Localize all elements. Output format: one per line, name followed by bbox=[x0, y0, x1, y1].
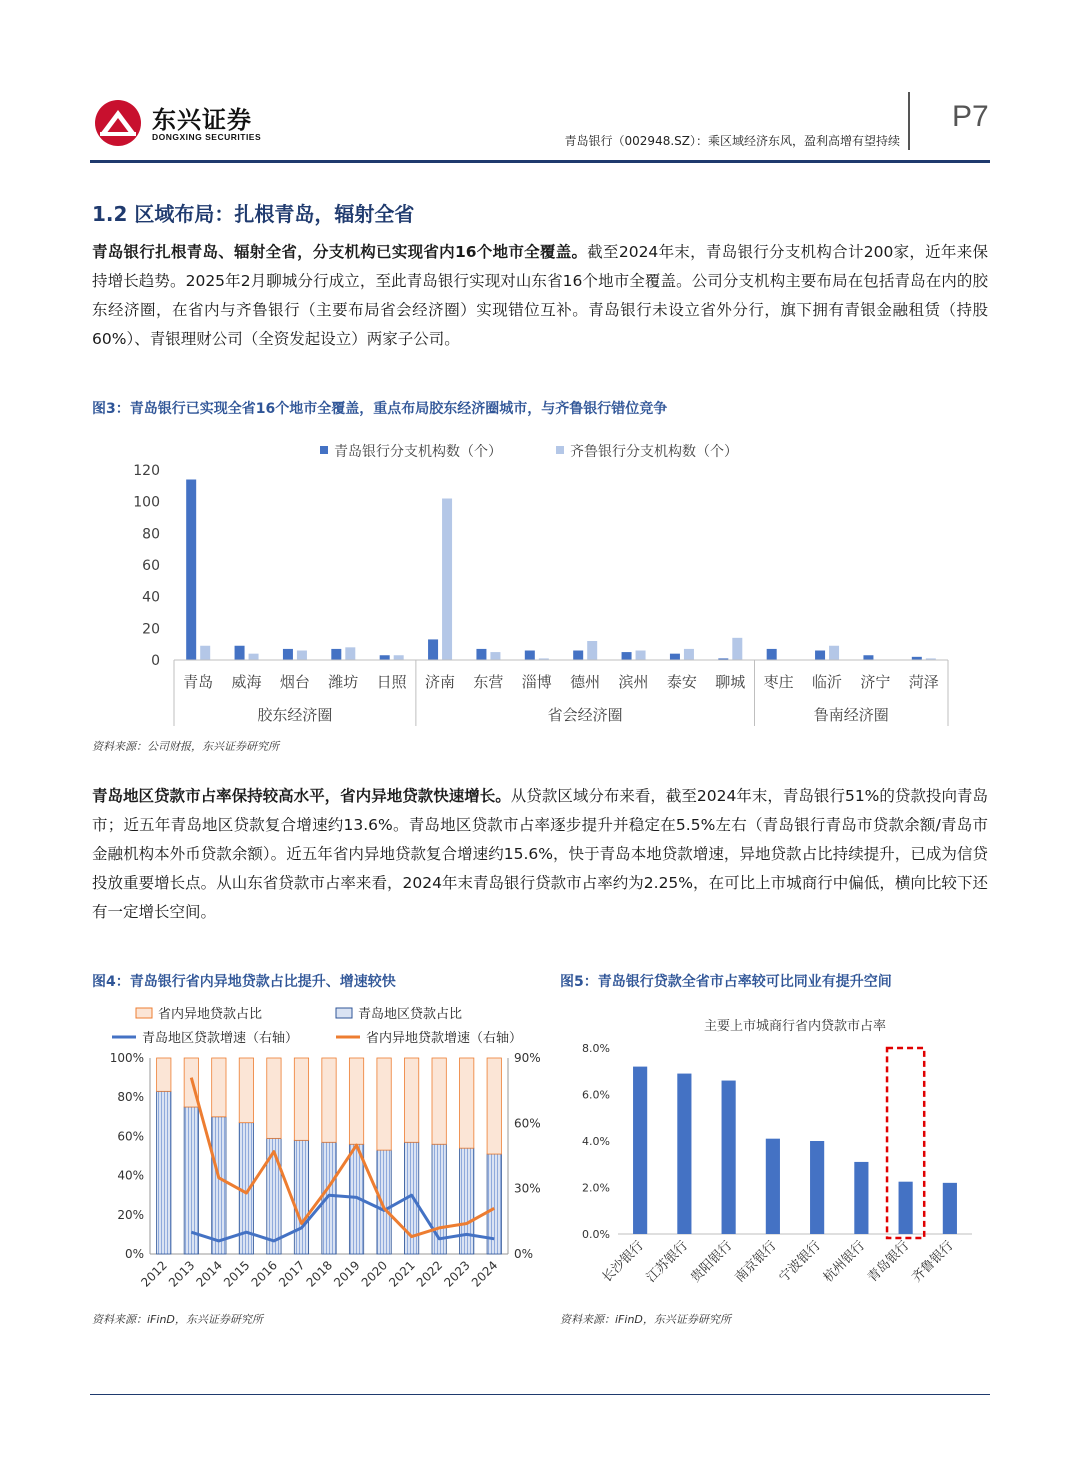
bar-other-share bbox=[322, 1058, 336, 1142]
figure-5-source: 资料来源：iFinD，东兴证券研究所 bbox=[560, 1313, 731, 1326]
bar-other-share bbox=[377, 1058, 391, 1150]
bar-qingdao bbox=[573, 651, 583, 661]
bar-qilu bbox=[684, 649, 694, 660]
legend-label: 青岛地区贷款增速（右轴） bbox=[142, 1031, 299, 1046]
figure-5-title: 图5：青岛银行贷款全省市占率较可比同业有提升空间 bbox=[560, 974, 892, 990]
legend-label: 齐鲁银行分支机构数（个） bbox=[570, 444, 738, 460]
bar-qingdao bbox=[525, 651, 535, 661]
x-tick-label: 滨州 bbox=[618, 673, 649, 691]
y-tick-label-left: 0% bbox=[124, 1247, 144, 1261]
bar-other-share bbox=[239, 1058, 253, 1123]
y-tick-label: 8.0% bbox=[582, 1042, 610, 1055]
bar-market-share bbox=[943, 1183, 957, 1234]
bar-qingdao bbox=[622, 652, 632, 660]
paragraph-body: 截至2024年末，青岛银行分支机构合计200家，近年来保持增长趋势。2025年2月聊城分行成立，至此青岛银行实现对山东省16个地市全覆盖。公司分支机构主要布局在包括青岛在内的胶东经济圈，在省内与齐鲁银行（主要布局省会经济圈）实现错位互补。青岛银行未设立省外分行，旗下拥有青银金融租赁（持股60%）、青银理财公司（全资发起设立）两家子公司。 bbox=[92, 243, 988, 348]
bar-qilu bbox=[442, 499, 452, 661]
x-tick-label: 2013 bbox=[165, 1258, 198, 1290]
x-tick-label: 宁波银行 bbox=[776, 1238, 824, 1286]
paragraph-loan-share bbox=[92, 782, 988, 927]
paragraph-lead: 青岛银行扎根青岛、辐射全省，分支机构已实现省内16个地市全覆盖。 bbox=[92, 243, 588, 261]
y-tick-label-right: 0% bbox=[514, 1247, 534, 1261]
figure-3-source: 资料来源：公司财报，东兴证券研究所 bbox=[92, 740, 279, 753]
x-tick-label: 2021 bbox=[386, 1258, 418, 1290]
bar-market-share bbox=[766, 1139, 780, 1234]
figure-5-svg bbox=[560, 1006, 990, 1306]
y-tick-label-left: 40% bbox=[117, 1168, 144, 1183]
x-tick-label: 日照 bbox=[376, 673, 407, 691]
legend-swatch bbox=[336, 1008, 352, 1018]
bar-qingdao bbox=[428, 639, 438, 660]
bar-qilu bbox=[636, 651, 646, 661]
bar-other-share bbox=[432, 1058, 446, 1144]
bar-qingdao-share bbox=[184, 1107, 198, 1254]
x-tick-label: 烟台 bbox=[279, 673, 310, 691]
y-tick-label-right: 30% bbox=[514, 1181, 541, 1196]
bar-market-share bbox=[633, 1067, 647, 1234]
y-tick-label-right: 60% bbox=[514, 1116, 541, 1131]
x-tick-label: 2014 bbox=[193, 1258, 225, 1290]
x-tick-label: 齐鲁银行 bbox=[909, 1238, 957, 1286]
bar-market-share bbox=[677, 1074, 691, 1234]
y-tick-label: 0.0% bbox=[582, 1228, 610, 1241]
chart-title: 主要上市城商行省内贷款市占率 bbox=[703, 1019, 887, 1034]
y-tick-label-left: 80% bbox=[117, 1090, 144, 1105]
bar-other-share bbox=[460, 1058, 474, 1148]
bar-qilu bbox=[200, 646, 210, 660]
bar-market-share bbox=[722, 1081, 736, 1234]
bar-qingdao-share bbox=[460, 1148, 474, 1254]
y-tick-label: 20 bbox=[142, 621, 160, 638]
bar-market-share bbox=[899, 1182, 913, 1234]
document-title: 青岛银行（002948.SZ）：乘区域经济东风，盈利高增有望持续 bbox=[564, 134, 900, 148]
bar-other-share bbox=[349, 1058, 363, 1144]
legend-label: 青岛地区贷款占比 bbox=[358, 1007, 463, 1022]
x-tick-label: 泰安 bbox=[666, 673, 697, 691]
y-tick-label-left: 100% bbox=[109, 1051, 144, 1065]
x-tick-label: 德州 bbox=[570, 673, 601, 691]
page-number: P7 bbox=[952, 100, 989, 133]
x-tick-label: 2022 bbox=[413, 1258, 446, 1290]
figure-4-title: 图4：青岛银行省内异地贷款占比提升、增速较快 bbox=[92, 974, 396, 990]
x-tick-label: 2024 bbox=[468, 1258, 501, 1290]
bar-qingdao bbox=[380, 655, 390, 660]
company-logo bbox=[92, 98, 272, 148]
bar-other-share bbox=[157, 1058, 171, 1091]
y-tick-label: 40 bbox=[142, 589, 160, 606]
y-tick-label-left: 60% bbox=[117, 1129, 144, 1144]
bar-qilu bbox=[732, 638, 742, 660]
bar-market-share bbox=[854, 1162, 868, 1234]
legend-swatch bbox=[136, 1008, 152, 1018]
bar-qingdao-share bbox=[157, 1091, 171, 1254]
y-tick-label: 6.0% bbox=[582, 1088, 610, 1102]
figure-4-svg bbox=[92, 996, 562, 1306]
bar-qingdao-share bbox=[377, 1150, 391, 1254]
figure-5-chart bbox=[560, 1006, 990, 1306]
legend-label: 省内异地贷款占比 bbox=[158, 1007, 263, 1022]
bar-qingdao-share bbox=[322, 1142, 336, 1254]
bar-qingdao bbox=[235, 646, 245, 660]
x-tick-label: 济南 bbox=[425, 673, 456, 691]
x-tick-label: 江苏银行 bbox=[643, 1238, 692, 1286]
y-tick-label: 100 bbox=[133, 494, 160, 511]
x-tick-label: 聊城 bbox=[715, 673, 746, 691]
y-tick-label-right: 90% bbox=[514, 1051, 541, 1065]
header-rule bbox=[90, 160, 990, 163]
x-tick-label: 2015 bbox=[221, 1258, 253, 1290]
group-label: 胶东经济圈 bbox=[257, 706, 333, 724]
x-tick-label: 青岛 bbox=[183, 673, 214, 691]
y-tick-label: 80 bbox=[142, 526, 160, 543]
x-tick-label: 2012 bbox=[138, 1258, 170, 1290]
x-tick-label: 2016 bbox=[248, 1258, 281, 1290]
x-tick-label: 杭州银行 bbox=[820, 1238, 869, 1286]
bar-qilu bbox=[587, 641, 597, 660]
figure-3-chart bbox=[92, 432, 988, 728]
x-tick-label: 2017 bbox=[276, 1258, 308, 1290]
legend-label: 青岛银行分支机构数（个） bbox=[334, 444, 502, 460]
x-tick-label: 2019 bbox=[331, 1258, 363, 1290]
x-tick-label: 贵阳银行 bbox=[688, 1238, 736, 1286]
paragraph-body: 从贷款区域分布来看，截至2024年末，青岛银行51%的贷款投向青岛市；近五年青岛地区贷款复合增速约13.6%。青岛地区贷款市占率逐步提升并稳定在5.5%左右（青岛银行青岛市贷款余额/青岛市金融机构本外币贷款余额）。近五年省内异地贷款复合增速约15.6%，快于青岛本地贷款增速，异地贷款占比持续提升，已成为信贷投放重要增长点。从山东省贷款市占率来看，2024年末青岛银行贷款市占率约为2.25%，在可比上市城商行中偏低，横向比较下还有一定增长空间。 bbox=[92, 787, 988, 921]
y-tick-label: 2.0% bbox=[582, 1181, 610, 1195]
bar-qilu bbox=[829, 646, 839, 660]
logo-mark-icon bbox=[92, 98, 144, 148]
x-tick-label: 临沂 bbox=[812, 673, 843, 691]
bar-qingdao bbox=[863, 655, 873, 660]
x-tick-label: 2023 bbox=[441, 1258, 473, 1290]
bar-market-share bbox=[810, 1141, 824, 1234]
y-tick-label: 120 bbox=[133, 463, 160, 479]
group-label: 省会经济圈 bbox=[547, 706, 623, 724]
bar-other-share bbox=[267, 1058, 281, 1138]
bar-qingdao bbox=[186, 480, 196, 661]
figure-4-source: 资料来源：iFinD，东兴证券研究所 bbox=[92, 1313, 263, 1326]
logo-text-cn: 东兴证券 bbox=[152, 106, 252, 134]
footer-rule bbox=[90, 1394, 990, 1395]
x-tick-label: 东营 bbox=[473, 673, 504, 691]
x-tick-label: 南京银行 bbox=[732, 1238, 780, 1286]
bar-qingdao bbox=[670, 654, 680, 660]
bar-qingdao bbox=[331, 649, 341, 660]
x-tick-label: 菏泽 bbox=[908, 673, 939, 691]
bar-qingdao bbox=[767, 649, 777, 660]
x-tick-label: 枣庄 bbox=[763, 673, 794, 691]
figure-4-chart bbox=[92, 996, 562, 1306]
y-tick-label: 4.0% bbox=[582, 1135, 610, 1148]
bar-qilu bbox=[345, 647, 355, 660]
figure-3-title: 图3：青岛银行已实现全省16个地市全覆盖，重点布局胶东经济圈城市，与齐鲁银行错位竞争 bbox=[92, 401, 668, 417]
paragraph-lead: 青岛地区贷款市占率保持较高水平，省内异地贷款快速增长。 bbox=[92, 787, 511, 805]
x-tick-label: 长沙银行 bbox=[599, 1238, 647, 1286]
bar-qingdao-share bbox=[212, 1117, 226, 1254]
bar-qingdao-share bbox=[294, 1140, 308, 1254]
x-tick-label: 2018 bbox=[303, 1258, 336, 1290]
x-tick-label: 青岛银行 bbox=[865, 1238, 913, 1286]
bar-qilu bbox=[249, 654, 259, 660]
page-header bbox=[90, 88, 990, 168]
bar-other-share bbox=[294, 1058, 308, 1140]
logo-text-en: DONGXING SECURITIES bbox=[152, 132, 262, 142]
x-tick-label: 潍坊 bbox=[328, 673, 359, 691]
bar-qingdao bbox=[283, 649, 293, 660]
x-tick-label: 济宁 bbox=[860, 673, 891, 691]
header-divider bbox=[908, 92, 910, 150]
bar-qilu bbox=[297, 651, 307, 661]
legend-label: 省内异地贷款增速（右轴） bbox=[366, 1031, 523, 1046]
bar-other-share bbox=[404, 1058, 418, 1142]
line-other-growth bbox=[191, 1078, 494, 1237]
y-tick-label-left: 20% bbox=[117, 1207, 144, 1222]
bar-qingdao bbox=[476, 649, 486, 660]
figure-3-svg bbox=[92, 432, 988, 728]
legend-swatch bbox=[556, 446, 564, 454]
paragraph-branch-coverage bbox=[92, 238, 988, 354]
x-tick-label: 威海 bbox=[231, 673, 262, 691]
bar-qingdao bbox=[815, 651, 825, 661]
x-tick-label: 淄博 bbox=[521, 673, 552, 691]
y-tick-label: 0 bbox=[151, 653, 160, 669]
line-qingdao-growth bbox=[191, 1195, 494, 1241]
y-tick-label: 60 bbox=[142, 558, 160, 574]
x-tick-label: 2020 bbox=[358, 1258, 391, 1290]
bar-qilu bbox=[394, 655, 404, 660]
legend-swatch bbox=[320, 446, 328, 454]
group-label: 鲁南经济圈 bbox=[813, 706, 889, 724]
bar-qilu bbox=[490, 652, 500, 660]
section-title: 1.2 区域布局：扎根青岛，辐射全省 bbox=[92, 202, 415, 226]
bar-other-share bbox=[487, 1058, 501, 1154]
bar-other-share bbox=[212, 1058, 226, 1117]
